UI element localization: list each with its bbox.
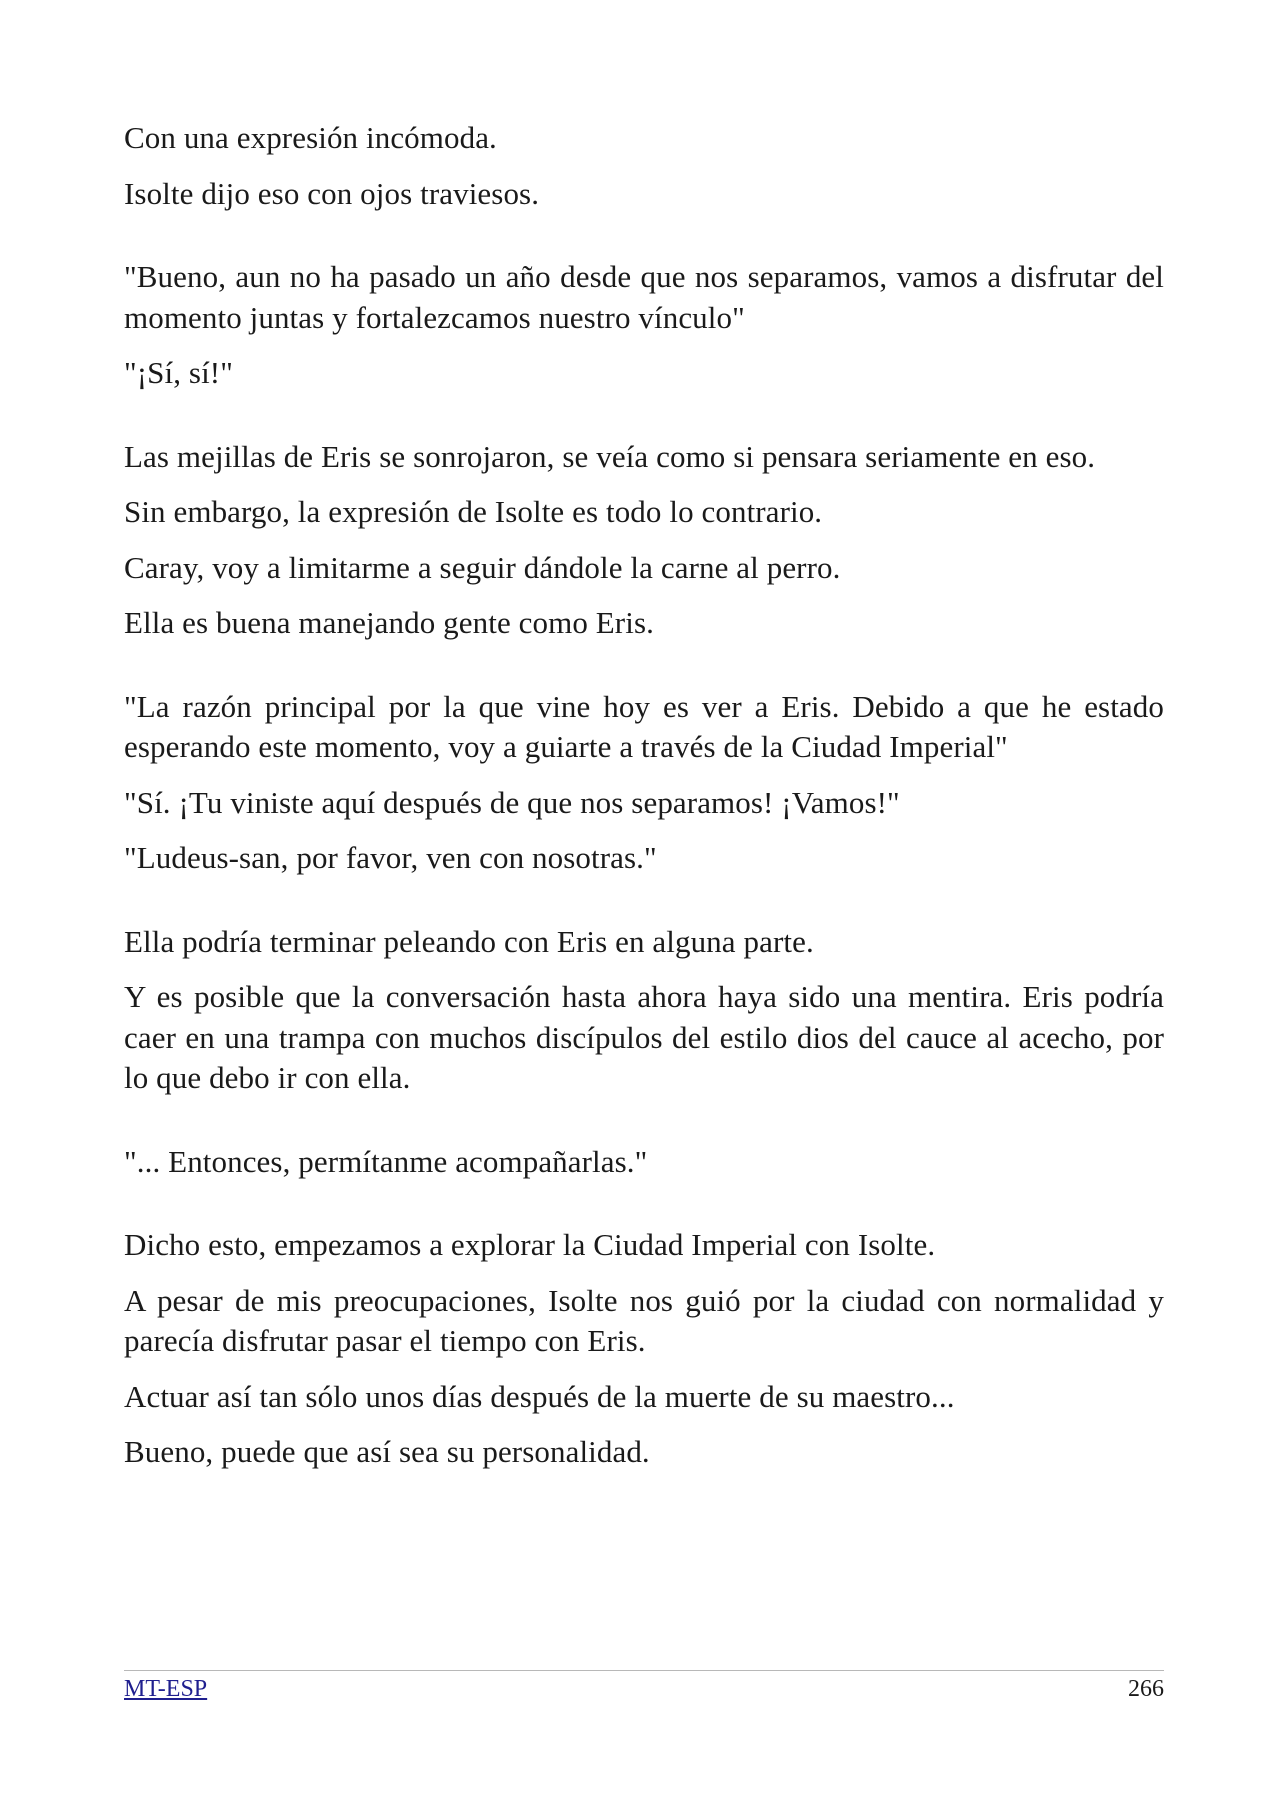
footer-divider <box>124 1670 1164 1671</box>
paragraph: Dicho esto, empezamos a explorar la Ciudad Imperial con Isolte. <box>124 1227 936 1262</box>
paragraph: Ella es buena manejando gente como Eris. <box>124 605 654 640</box>
paragraph: "La razón principal por la que vine hoy es ver a Eris. Debido a que he estado esperando este momento, voy a guiarte a través de la Ciudad Imperial" <box>124 688 1164 764</box>
paragraph: "Ludeus-san, por favor, ven con nosotras." <box>124 840 657 875</box>
footer-source-link[interactable]: MT-ESP <box>124 1676 208 1702</box>
paragraph: Bueno, puede que así sea su personalidad. <box>124 1434 650 1469</box>
paragraph: A pesar de mis preocupaciones, Isolte nos guió por la ciudad con normalidad y parecía disfrutar pasar el tiempo con Eris. <box>124 1282 1164 1358</box>
paragraph: "¡Sí, sí!" <box>124 355 233 390</box>
paragraph: "... Entonces, permítanme acompañarlas." <box>124 1143 648 1179</box>
page-body <box>124 118 1164 1473</box>
paragraph: Las mejillas de Eris se sonrojaron, se veía como si pensara seriamente en eso. <box>124 438 1096 474</box>
paragraph: Isolte dijo eso con ojos traviesos. <box>124 175 540 211</box>
paragraph: Ella podría terminar peleando con Eris en alguna parte. <box>124 923 814 959</box>
paragraph: Caray, voy a limitarme a seguir dándole la carne al perro. <box>124 549 841 585</box>
paragraph: Y es posible que la conversación hasta ahora haya sido una mentira. Eris podría caer en una trampa con muchos discípulos del estilo dios del cauce al acecho, por lo que debo ir con ella. <box>124 979 1164 1095</box>
paragraph: Actuar así tan sólo unos días después de la muerte de su maestro... <box>124 1378 955 1414</box>
page-number: 266 <box>1128 1676 1164 1702</box>
paragraph: Sin embargo, la expresión de Isolte es todo lo contrario. <box>124 494 823 529</box>
paragraph: "Bueno, aun no ha pasado un año desde que nos separamos, vamos a disfrutar del momento juntas y fortalezcamos nuestro vínculo" <box>124 259 1164 335</box>
paragraph: "Sí. ¡Tu viniste aquí después de que nos separamos! ¡Vamos!" <box>124 784 900 820</box>
paragraph: Con una expresión incómoda. <box>124 120 497 155</box>
